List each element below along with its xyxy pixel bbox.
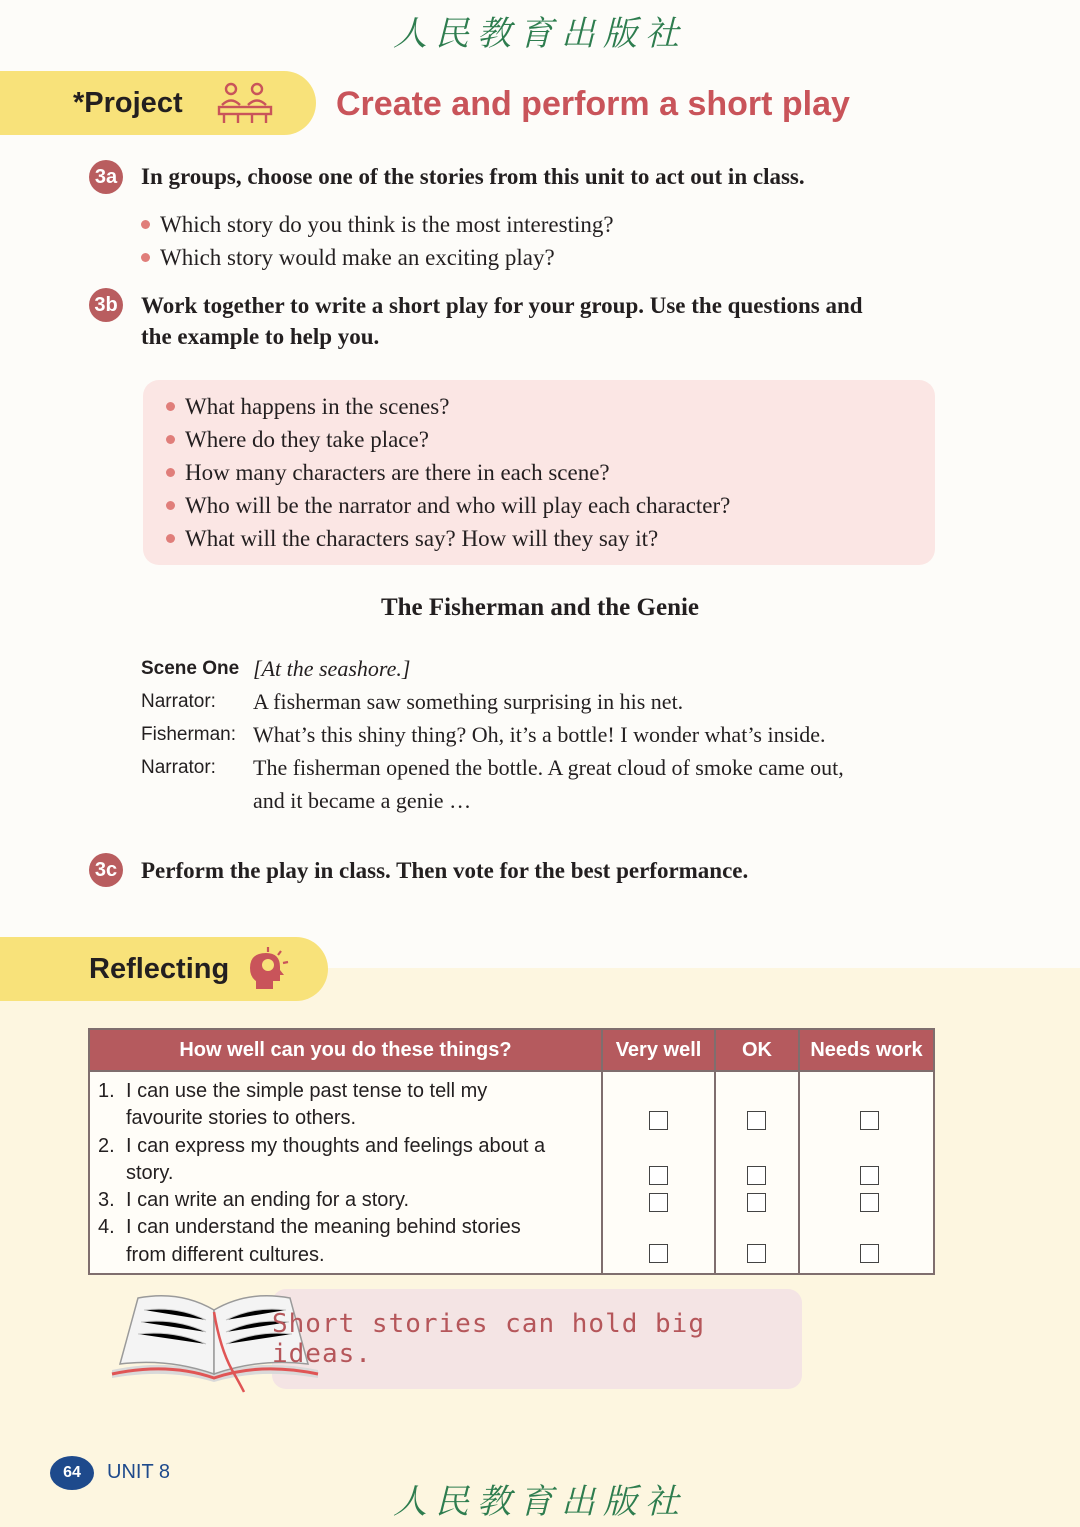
project-label: *Project [73,87,183,119]
table-header: OK [715,1029,799,1071]
list-item: 2. I can express my thoughts and feelings about a story. [98,1134,546,1184]
list-item: What will the characters say? How will they say it? [166,522,935,555]
publisher-logo-bottom: 人民教育出版社 [393,1482,687,1522]
checkbox-item2-very-well[interactable] [649,1166,668,1185]
play-script [141,652,941,817]
speaker-label: Narrator: [141,757,216,778]
unit-label: UNIT 8 [107,1461,170,1483]
bullet-dot-icon [166,501,175,510]
list-item: Where do they take place? [166,423,935,456]
checkbox-item4-very-well[interactable] [649,1244,668,1263]
instruction-3a: In groups, choose one of the stories from this unit to act out in class. [141,164,805,189]
scene-label: Scene One [141,658,240,679]
publisher-logo-top: 人民教育出版社 [393,14,687,54]
script-row [141,685,941,718]
play-title: The Fisherman and the Genie [380,594,700,621]
bullet-dot-icon [166,468,175,477]
bullet-dot-icon [141,220,150,229]
project-banner [0,71,316,135]
checkbox-item1-very-well[interactable] [649,1111,668,1130]
bullet-dot-icon [166,402,175,411]
checkbox-item3-very-well[interactable] [649,1193,668,1212]
script-row [141,718,941,751]
self-assessment-table [88,1028,935,1275]
bullet-dot-icon [166,435,175,444]
table-header: How well can you do these things? [89,1029,602,1071]
group-people-icon [216,81,274,130]
list-item: How many characters are there in each scene? [166,456,935,489]
checkbox-item4-needs-work[interactable] [860,1244,879,1263]
step-badge-3c: 3c [89,853,123,887]
bullets-3a [141,208,614,274]
step-badge-3a: 3a [89,160,123,194]
script-line: A fisherman saw something surprising in his net. [253,689,684,714]
script-line: The fisherman opened the bottle. A great cloud of smoke came out, and it became a genie … [253,755,844,813]
script-row [141,652,941,685]
step-badge-3b: 3b [89,288,123,322]
very-well-column [602,1071,715,1274]
table-header: Very well [602,1029,715,1071]
can-do-items [89,1071,602,1274]
reflecting-banner [0,937,328,1001]
speaker-label: Fisherman: [141,724,237,745]
table-header-row [89,1029,934,1071]
list-item: 3. I can write an ending for a story. [98,1189,410,1212]
table-header: Needs work [799,1029,934,1071]
list-item: 4. I can understand the meaning behind stories from different cultures. [98,1216,521,1266]
table-row [89,1071,934,1274]
checkbox-item4-ok[interactable] [747,1244,766,1263]
script-row [141,751,941,817]
list-item: What happens in the scenes? [166,390,935,423]
instruction-3b: Work together to write a short play for your group. Use the questions and the example to help you. [141,293,863,349]
checkbox-item2-ok[interactable] [747,1166,766,1185]
project-heading: Create and perform a short play [336,85,850,123]
questions-box [143,380,935,565]
checkbox-item3-needs-work[interactable] [860,1193,879,1212]
checkbox-item2-needs-work[interactable] [860,1166,879,1185]
instruction-3c: Perform the play in class. Then vote for the best performance. [141,858,749,883]
reflecting-label: Reflecting [89,953,230,985]
scene-setting: [At the seashore.] [253,656,411,681]
bullet-dot-icon [141,253,150,262]
checkbox-item3-ok[interactable] [747,1193,766,1212]
bullet-dot-icon [166,534,175,543]
head-lightbulb-icon [248,945,294,998]
checkbox-item1-needs-work[interactable] [860,1111,879,1130]
speaker-label: Narrator: [141,691,216,712]
script-line: What’s this shiny thing? Oh, it’s a bottle! I wonder what’s inside. [253,722,826,747]
checkbox-item1-ok[interactable] [747,1111,766,1130]
list-item: Who will be the narrator and who will play each character? [166,489,935,522]
list-item: 1. I can use the simple past tense to tell my favourite stories to others. [98,1080,488,1130]
list-item: Which story would make an exciting play? [141,241,614,274]
page-number: 64 [50,1456,94,1490]
quote-text: Short stories can hold big ideas. [272,1309,705,1369]
ok-column [715,1071,799,1274]
needs-work-column [799,1071,934,1274]
list-item: Which story do you think is the most interesting? [141,208,614,241]
